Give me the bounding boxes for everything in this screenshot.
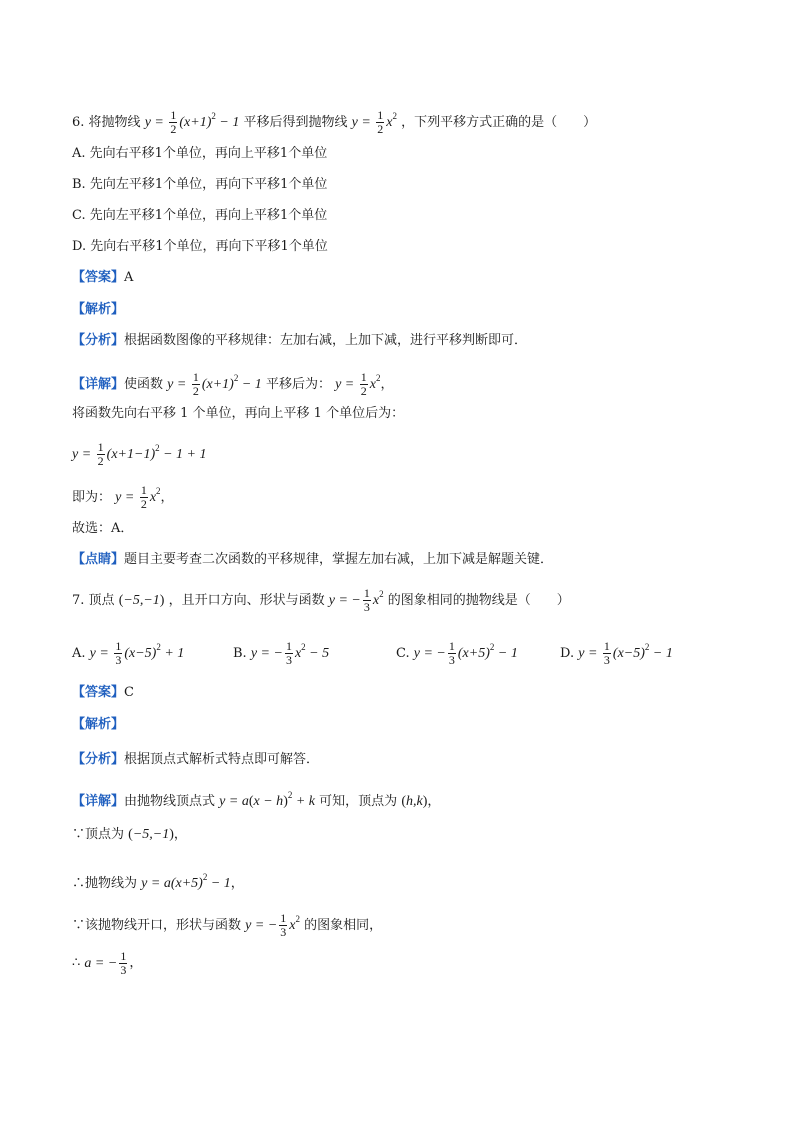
q6-option-b: B. 先向左平移1个单位，再向下平移1个单位	[72, 177, 328, 192]
q7-because-vertex: ∵顶点为 (−5,−1)，	[72, 827, 187, 842]
formula: y = − $\frac{1}{3}$ $x^2$	[245, 911, 300, 940]
q7-number: 7.	[72, 593, 85, 608]
formula: y = $\frac{1}{3}$ $(x-5)^2 + 1$	[89, 639, 185, 668]
q7-therefore-parabola: ∴抛物线为 $y = a(x+5)^2 - 1$，	[72, 872, 244, 891]
q7-analysis-heading: 【解析】	[72, 717, 125, 732]
q6-number: 6.	[72, 115, 85, 130]
q6-result: 即为： y = $\frac{1}{2}$ $x^2$，	[72, 483, 174, 512]
q6-option-c: C. 先向左平移1个单位，再向上平移1个单位	[72, 208, 328, 223]
q6-xiangjie: 【详解】使函数 y = $\frac{1}{2}$ $(x+1)^2 - 1$ 平移后为： y = $\frac{1}{2}$ $x^2$，	[72, 370, 394, 399]
q6-choice: 故选：A．	[72, 521, 134, 536]
q7-option-a: A. y = $\frac{1}{3}$ $(x-5)^2 + 1$	[72, 639, 185, 668]
formula: y = $\frac{1}{2}$ $(x+1-1)^2 - 1 + 1$	[72, 440, 207, 469]
formula: $y = a(x+5)^2 - 1$	[141, 872, 231, 891]
formula: y = − $\frac{1}{3}$ $(x+5)^2 - 1$	[413, 639, 518, 668]
formula: y = $\frac{1}{2}$ $(x+1)^2 - 1$	[167, 370, 262, 399]
formula: y = $\frac{1}{2}$ $(x+1)^2 - 1$	[144, 108, 240, 137]
q6-option-a: A. 先向右平移1个单位，再向上平移1个单位	[72, 146, 328, 161]
q6-dianjing: 【点睛】题目主要考查二次函数的平移规律，掌握左加右减，上加下减是解题关键．	[72, 552, 554, 567]
q7-option-c: C. y = − $\frac{1}{3}$ $(x+5)^2 - 1$	[396, 639, 518, 668]
q6-stem: 6. 将抛物线 y = $\frac{1}{2}$ $(x+1)^2 - 1$ 平移后得到抛物线 y = $\frac{1}{2}$ $x^2$ ，下列平移方式正确的是（ ）	[72, 108, 597, 137]
formula: (−5,−1)	[118, 593, 165, 608]
q6-answer: 【答案】A	[72, 270, 134, 285]
formula: y = $\frac{1}{2}$ $x^2$	[351, 108, 398, 137]
formula: y = $\frac{1}{2}$ $x^2$	[115, 483, 161, 512]
q7-stem: 7. 顶点 (−5,−1) ，且开口方向、形状与函数 y = − $\frac{1}{3}$ $x^2$ 的图象相同的抛物线是（ ）	[72, 586, 570, 615]
q7-xiangjie: 【详解】由抛物线顶点式 $y = a(x - h)^2 + k$ 可知，顶点为 (h,k)，	[72, 790, 441, 809]
q7-option-b: B. y = − $\frac{1}{3}$ $x^2 - 5$	[233, 639, 330, 668]
formula: a = − $\frac{1}{3}$	[84, 949, 127, 977]
q7-because-same-shape: ∵该抛物线开口，形状与函数 y = − $\frac{1}{3}$ $x^2$ 的图象相同，	[72, 911, 383, 940]
formula: $y = a(x - h)^2 + k$	[219, 790, 316, 809]
formula: y = − $\frac{1}{3}$ $x^2$	[328, 586, 384, 615]
q7-fenxi: 【分析】根据顶点式解析式特点即可解答．	[72, 752, 320, 767]
formula: y = $\frac{1}{2}$ $x^2$	[335, 370, 381, 399]
q6-shift-description: 将函数先向右平移 1 个单位，再向上平移 1 个单位后为：	[72, 406, 405, 421]
formula: y = $\frac{1}{3}$ $(x-5)^2 - 1$	[578, 639, 673, 668]
q7-option-d: D. y = $\frac{1}{3}$ $(x-5)^2 - 1$	[560, 639, 673, 668]
formula: y = − $\frac{1}{3}$ $x^2 - 5$	[250, 639, 330, 668]
q6-analysis-heading: 【解析】	[72, 302, 125, 317]
q7-answer: 【答案】C	[72, 685, 134, 700]
formula: (−5,−1)	[128, 827, 174, 842]
q6-option-d: D. 先向右平移1个单位，再向下平移1个单位	[72, 239, 328, 254]
q6-fenxi: 【分析】根据函数图像的平移规律：左加右减，上加下减，进行平移判断即可．	[72, 333, 528, 348]
formula: (h,k)	[401, 794, 428, 809]
q7-therefore-a: ∴ a = − $\frac{1}{3}$ ，	[72, 949, 143, 977]
q6-shift-formula	[72, 438, 207, 468]
